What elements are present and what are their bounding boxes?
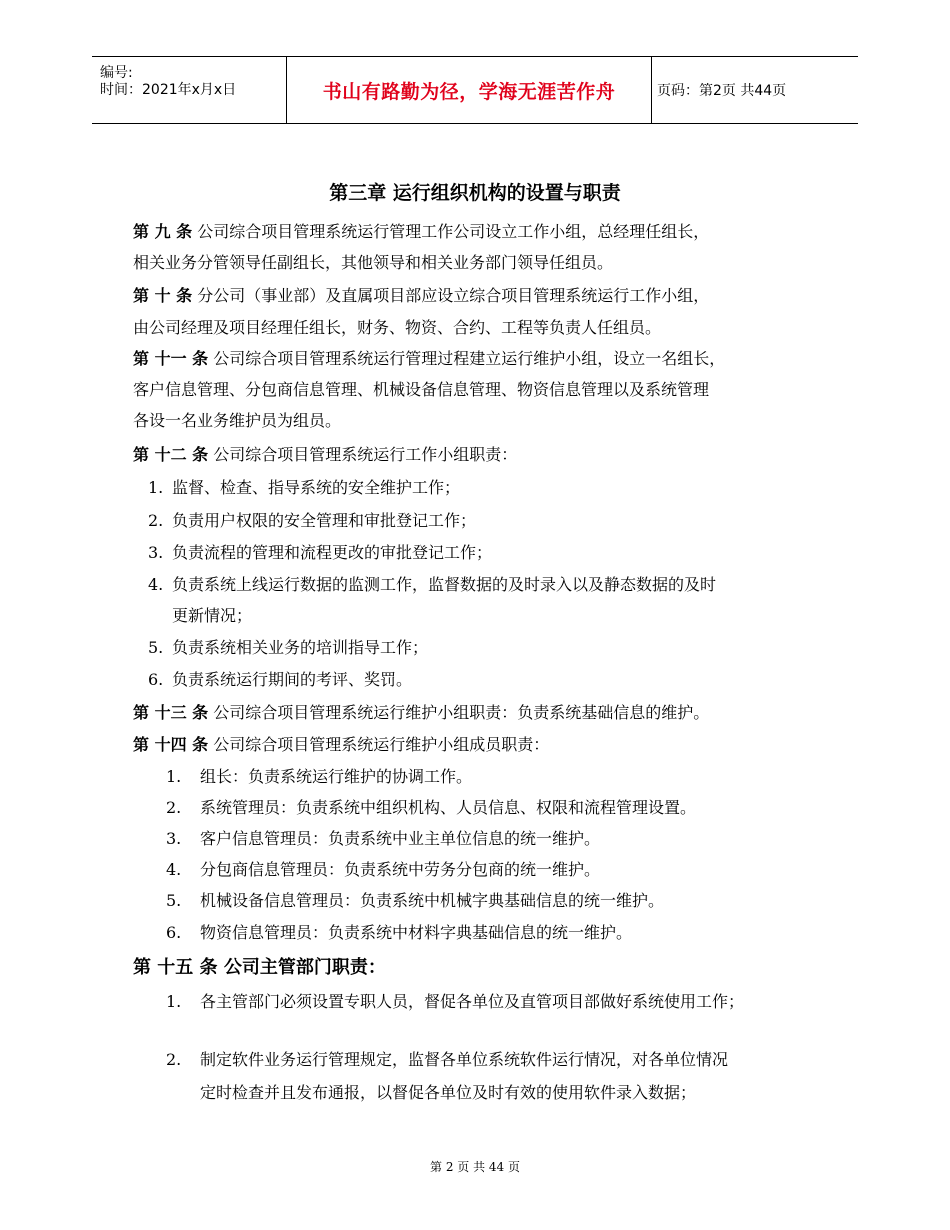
header-meta [92, 57, 286, 123]
item-number: 5. [148, 638, 164, 657]
article-15-text: 公司主管部门职责： [217, 957, 386, 978]
item-number: 3. [148, 543, 164, 562]
article-11-line-1 [133, 349, 725, 369]
list-item [148, 670, 412, 690]
list-item [166, 992, 744, 1012]
time-label: 时间：2021年x月x日 [100, 82, 237, 98]
item-number: 1. [148, 478, 164, 497]
list-item-continuation: 更新情况； [172, 606, 253, 625]
item-text: 负责系统上线运行数据的监测工作，监督数据的及时录入以及静态数据的及时 [172, 575, 717, 594]
page-info: 页码：第2页 共44页 [657, 83, 787, 99]
item-text: 组长：负责系统运行维护的协调工作。 [200, 767, 473, 786]
article-9-line-1 [133, 222, 709, 242]
item-number: 4. [166, 860, 182, 879]
item-text: 负责流程的管理和流程更改的审批登记工作； [172, 543, 493, 562]
list-item [166, 860, 600, 880]
article-14-text: 公司综合项目管理系统运行维护小组成员职责： [208, 735, 550, 754]
item-text: 系统管理员：负责系统中组织机构、人员信息、权限和流程管理设置。 [200, 798, 697, 817]
article-10-label: 第 十 条 [133, 286, 193, 305]
item-number: 2. [166, 798, 182, 817]
article-13-label: 第 十三 条 [133, 703, 209, 722]
item-text: 制定软件业务运行管理规定，监督各单位系统软件运行情况，对各单位情况 [200, 1050, 729, 1069]
article-9-text: 公司综合项目管理系统运行管理工作公司设立工作小组，总经理任组长， [192, 222, 710, 241]
article-9-line-2: 相关业务分管领导任副组长，其他领导和相关业务部门领导任组员。 [133, 253, 614, 272]
item-text: 负责系统相关业务的培训指导工作； [172, 638, 429, 657]
item-text: 负责系统运行期间的考评、奖罚。 [172, 670, 413, 689]
article-14-label: 第 十四 条 [133, 735, 209, 754]
list-item [148, 511, 476, 531]
article-13-text: 公司综合项目管理系统运行维护小组职责：负责系统基础信息的维护。 [208, 703, 710, 722]
article-12-text: 公司综合项目管理系统运行工作小组职责： [208, 445, 518, 464]
item-text: 监督、检查、指导系统的安全维护工作； [172, 478, 461, 497]
item-number: 5. [166, 891, 182, 910]
list-item [166, 1050, 728, 1070]
list-item-continuation: 定时检查并且发布通报，以督促各单位及时有效的使用软件录入数据； [200, 1083, 697, 1102]
item-number: 1. [166, 992, 182, 1011]
list-item [148, 638, 428, 658]
item-number: 2. [166, 1050, 182, 1069]
article-11-line-3: 各设一名业务维护员为组员。 [133, 411, 342, 430]
list-item [166, 767, 472, 787]
list-item [166, 923, 632, 943]
number-label: 编号: [100, 65, 133, 81]
article-12-label: 第 十二 条 [133, 445, 209, 464]
page-footer: 第 2 页 共 44 页 [430, 1160, 520, 1174]
page-header [92, 56, 858, 124]
item-text: 客户信息管理员：负责系统中业主单位信息的统一维护。 [200, 829, 601, 848]
motto-text: 书山有路勤为径，学海无涯苦作舟 [322, 80, 616, 103]
item-number: 4. [148, 575, 164, 594]
article-12-line-1 [133, 445, 517, 465]
article-15-label: 第 十五 条 [133, 957, 218, 978]
list-item [166, 829, 600, 849]
article-14-line-1 [133, 735, 549, 755]
article-9-label: 第 九 条 [133, 222, 193, 241]
item-text: 分包商信息管理员：负责系统中劳务分包商的统一维护。 [200, 860, 601, 879]
list-item [166, 891, 664, 911]
item-text: 负责用户权限的安全管理和审批登记工作； [172, 511, 477, 530]
item-number: 1. [166, 767, 182, 786]
article-10-text: 分公司（事业部）及直属项目部应设立综合项目管理系统运行工作小组， [192, 286, 710, 305]
item-number: 2. [148, 511, 164, 530]
article-13-line-1 [133, 703, 709, 723]
list-item [148, 543, 492, 563]
article-10-line-1 [133, 286, 709, 306]
item-number: 6. [148, 670, 164, 689]
item-text: 各主管部门必须设置专职人员，督促各单位及直管项目部做好系统使用工作； [200, 992, 745, 1011]
item-text: 物资信息管理员：负责系统中材料字典基础信息的统一维护。 [200, 923, 633, 942]
list-item [166, 798, 696, 818]
list-item [148, 575, 716, 595]
article-11-label: 第 十一 条 [133, 349, 209, 368]
article-11-line-2: 客户信息管理、分包商信息管理、机械设备信息管理、物资信息管理以及系统管理 [133, 380, 710, 399]
item-number: 6. [166, 923, 182, 942]
article-10-line-2: 由公司经理及项目经理任组长，财务、物资、合约、工程等负责人任组员。 [133, 318, 662, 337]
motto-cell [286, 57, 652, 123]
item-text: 机械设备信息管理员：负责系统中机械字典基础信息的统一维护。 [200, 891, 665, 910]
item-number: 3. [166, 829, 182, 848]
article-11-text: 公司综合项目管理系统运行管理过程建立运行维护小组，设立一名组长， [208, 349, 726, 368]
chapter-title: 第三章 运行组织机构的设置与职责 [329, 182, 621, 204]
list-item [148, 478, 460, 498]
article-15-line-1 [133, 958, 386, 978]
